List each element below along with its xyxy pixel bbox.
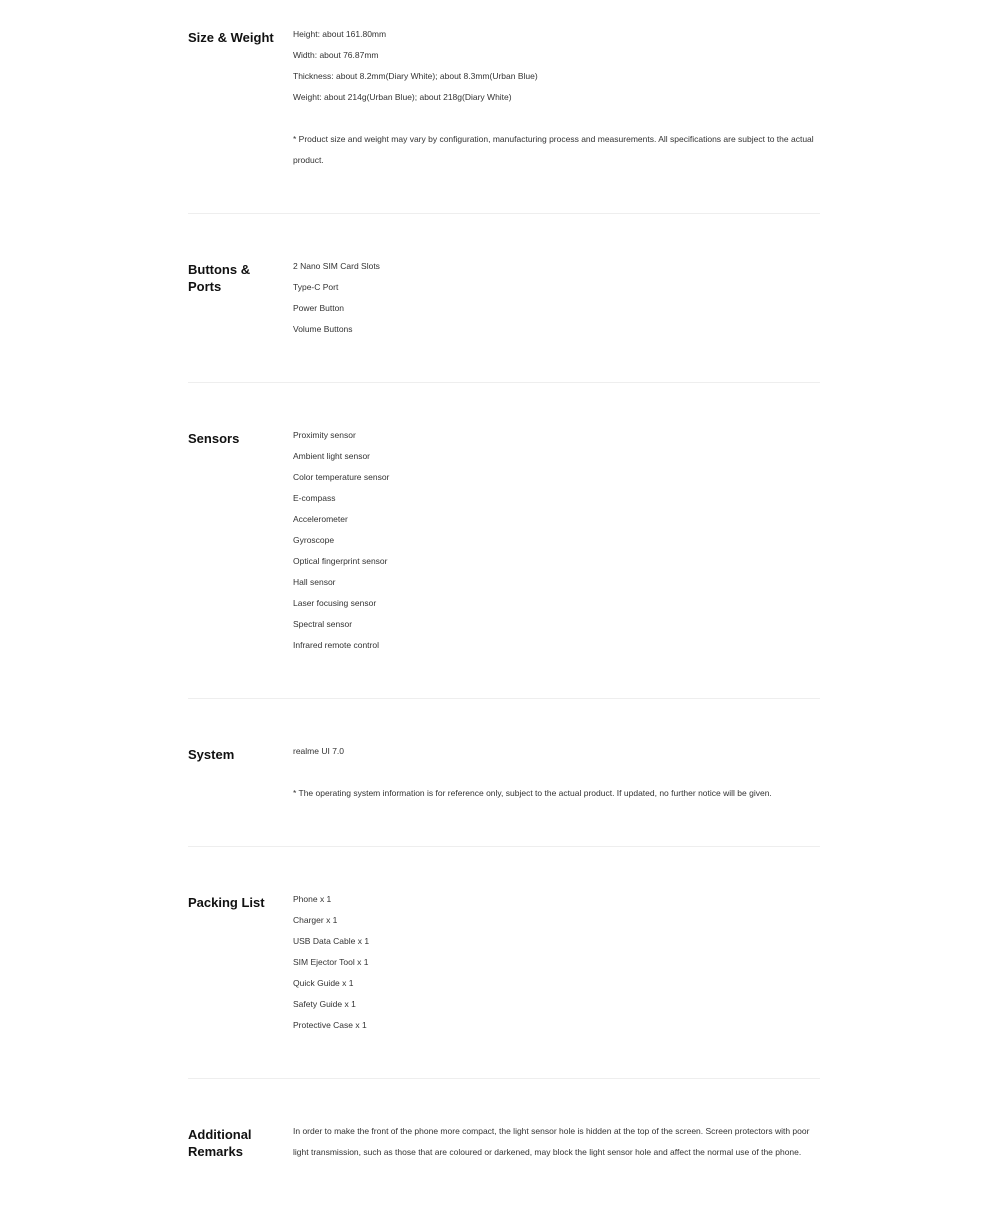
section-body — [293, 889, 820, 1036]
spec-line: Spectral sensor — [293, 619, 353, 629]
section-divider — [188, 213, 820, 214]
spec-line: Accelerometer — [293, 514, 348, 524]
section-body — [293, 741, 820, 804]
section-title: Size & Weight — [188, 30, 274, 45]
spec-line: USB Data Cable x 1 — [293, 936, 370, 946]
spec-note: * Product size and weight may vary by configuration, manufacturing process and measurements. All specifications are subject to the actual product. — [293, 134, 814, 165]
section-body — [293, 425, 820, 656]
spec-line: Power Button — [293, 303, 345, 313]
section-divider — [188, 1078, 820, 1079]
spec-line: Phone x 1 — [293, 894, 332, 904]
section-body — [293, 1121, 820, 1163]
spec-line: Type-C Port — [293, 282, 339, 292]
section-title: Additional Remarks — [188, 1127, 252, 1159]
section-body — [293, 256, 820, 340]
section-title: Buttons & Ports — [188, 262, 251, 294]
spec-line: Width: about 76.87mm — [293, 50, 379, 60]
spec-line: Weight: about 214g(Urban Blue); about 218g(Diary White) — [293, 92, 512, 102]
spec-line: Protective Case x 1 — [293, 1020, 367, 1030]
spec-line: Hall sensor — [293, 577, 336, 587]
spec-line: Proximity sensor — [293, 430, 356, 440]
spec-line: Safety Guide x 1 — [293, 999, 356, 1009]
spec-line: Ambient light sensor — [293, 451, 371, 461]
spec-line: Charger x 1 — [293, 915, 338, 925]
section-divider — [188, 846, 820, 847]
spec-line: SIM Ejector Tool x 1 — [293, 957, 369, 967]
spec-note: * The operating system information is for reference only, subject to the actual product. If updated, no further notice will be given. — [293, 788, 772, 798]
section-body — [293, 24, 820, 171]
spec-line: 2 Nano SIM Card Slots — [293, 261, 380, 271]
spec-line: Thickness: about 8.2mm(Diary White); about 8.3mm(Urban Blue) — [293, 71, 538, 81]
spec-line: Color temperature sensor — [293, 472, 390, 482]
spec-paragraph: In order to make the front of the phone more compact, the light sensor hole is hidden at the top of the screen. Screen protectors with poor light transmission, such as those that are coloured or darkened, may block the light sensor hole and affect the normal use of the phone. — [293, 1126, 810, 1157]
spec-line: Optical fingerprint sensor — [293, 556, 388, 566]
spec-line: Volume Buttons — [293, 324, 353, 334]
section-title: System — [188, 747, 235, 762]
spec-line: Height: about 161.80mm — [293, 29, 387, 39]
spec-line: E-compass — [293, 493, 336, 503]
spec-line: Laser focusing sensor — [293, 598, 377, 608]
spec-line: Quick Guide x 1 — [293, 978, 354, 988]
section-title: Packing List — [188, 895, 265, 910]
section-title: Sensors — [188, 431, 240, 446]
spec-line: Infrared remote control — [293, 640, 379, 650]
section-divider — [188, 382, 820, 383]
spec-line: Gyroscope — [293, 535, 335, 545]
section-divider — [188, 698, 820, 699]
spec-line: realme UI 7.0 — [293, 746, 345, 756]
